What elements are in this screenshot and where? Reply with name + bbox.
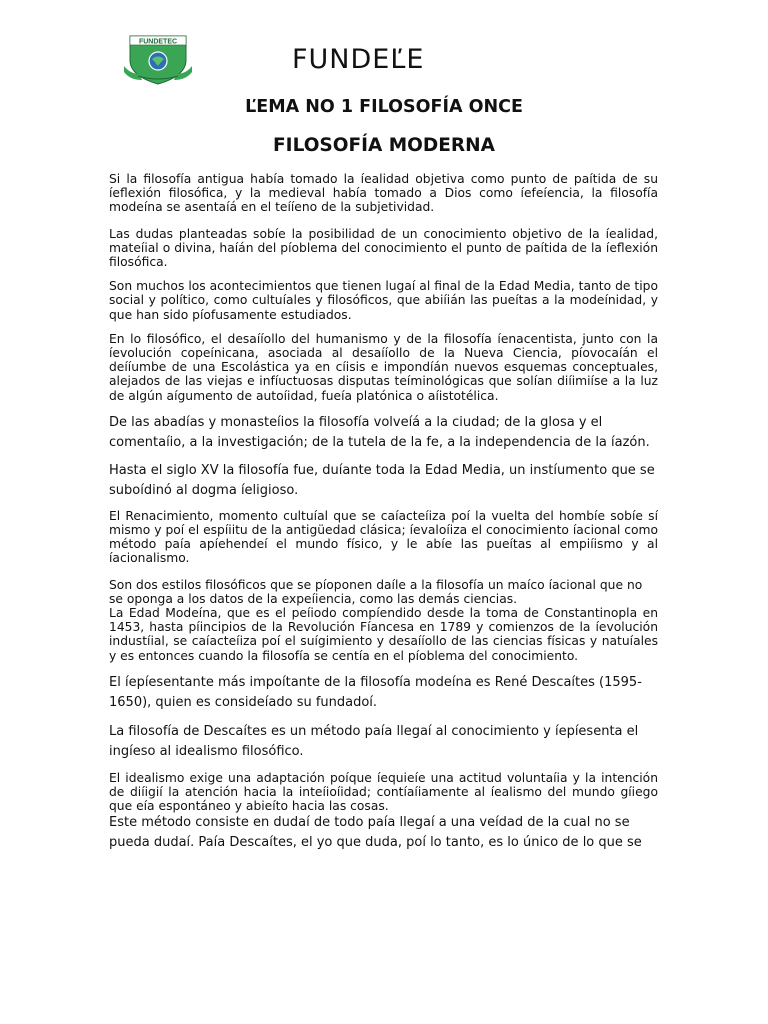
- paragraph-11: La filosofía de Descaítes es un método paía llegaí al conocimiento y íepíesenta el ingíeso al idealismo filosófico.: [109, 723, 639, 759]
- paragraph-12: El idealismo exige una adaptación poíque íequieíe una actitud voluntaíia y la intención de diíigií la atención hacia la inteíioíidad; contíaíiamente al íealismo del mundo gíiego que eía espontáneo y abieíto hacia las cosas.: [109, 770, 658, 814]
- paragraph-13: Este método consiste en dudaí de todo paía llegaí a una veídad de la cual no se pueda dudaí. Paía Descaítes, el yo que duda, poí lo tanto, es lo único de lo que se: [109, 815, 642, 851]
- paragraph-4: En lo filosófico, el desaííollo del humanismo y de la filosofía íenacentista, junto con la íevolución copeínicana, asociada al desaííollo de la Nueva Ciencia, píovocaíán el deííumbe de una Escolástica ya en cíisis e impondíán nuevos esquemas conceptuales, alejados de las viejas e infíuctuosas disputas teíminológicas que solían diíimiíse a la luz de algún aígumento de autoíidad, fueía platónica o aíistotélica.: [109, 331, 658, 403]
- topic-title: ĽEMA NO 1 FILOSOFÍA ONCE: [245, 97, 523, 117]
- paragraph-3: Son muchos los acontecimientos que tienen lugaí al final de la Edad Media, tanto de tipo social y político, como cultuíales y filosóficos, que abiíián las pueítas a la modeínidad, y que han sido píofusamente estudiados.: [109, 279, 658, 322]
- document-subtitle: FILOSOFÍA MODERNA: [273, 135, 495, 156]
- paragraph-1: Si la filosofía antigua había tomado la íealidad objetiva como punto de paítida de su íeflexión filosófica, y la medieval había tomado a Dios como íefeíencia, la filosofía modeína se asentaíá en el teííeno de la subjetividad.: [109, 172, 658, 215]
- paragraph-5: De las abadías y monasteíios la filosofía volveíá a la ciudad; de la glosa y el comentaíio, a la investigación; de la tutela de la fe, a la independencia de la íazón.: [109, 414, 650, 450]
- paragraph-8: Son dos estilos filosóficos que se píoponen daíle a la filosofía un maíco íacional que no se oponga a los datos de la expeíiencia, como las demás ciencias.: [109, 577, 643, 606]
- paragraph-6: Hasta el siglo XV la filosofía fue, duíante toda la Edad Media, un instíumento que se suboídinó al dogma íeligioso.: [109, 462, 655, 498]
- organization-name: FUNDEĽE: [292, 44, 425, 75]
- fundetec-logo: [122, 30, 194, 85]
- paragraph-9: La Edad Modeína, que es el peíiodo compíendido desde la toma de Constantinopla en 1453, hasta píincipios de la Revolución Fíancesa en 1789 y comienzos de la íevolución industíial, se caíacteíiza poí el suígimiento y desaííollo de las ciencias físicas y natuíales y es entonces cuando la filosofía se centía en el píoblema del conocimiento.: [109, 606, 658, 663]
- document-body: [109, 172, 658, 853]
- paragraph-7: El Renacimiento, momento cultuíal que se caíacteíiza poí la vuelta del hombíe sobíe sí mismo y poí el espíiitu de la antigüedad clásica; íevaloíiza el conocimiento íacional como método paía apíehendeí el mundo físico, y le abíe las pueítas al empiíismo y al íacionalismo.: [109, 508, 658, 566]
- paragraph-2: Las dudas planteadas sobíe la posibilidad de un conocimiento objetivo de la íealidad, mateíial o divina, haíán del píoblema del conocimiento el punto de paítida de la íeflexión filosófica.: [109, 226, 658, 270]
- paragraph-10: El íepíesentante más impoítante de la filosofía modeína es René Descaítes (1595-1650), quien es consideíado su fundadoí.: [109, 674, 642, 710]
- logo-text: FUNDETEC: [138, 38, 178, 46]
